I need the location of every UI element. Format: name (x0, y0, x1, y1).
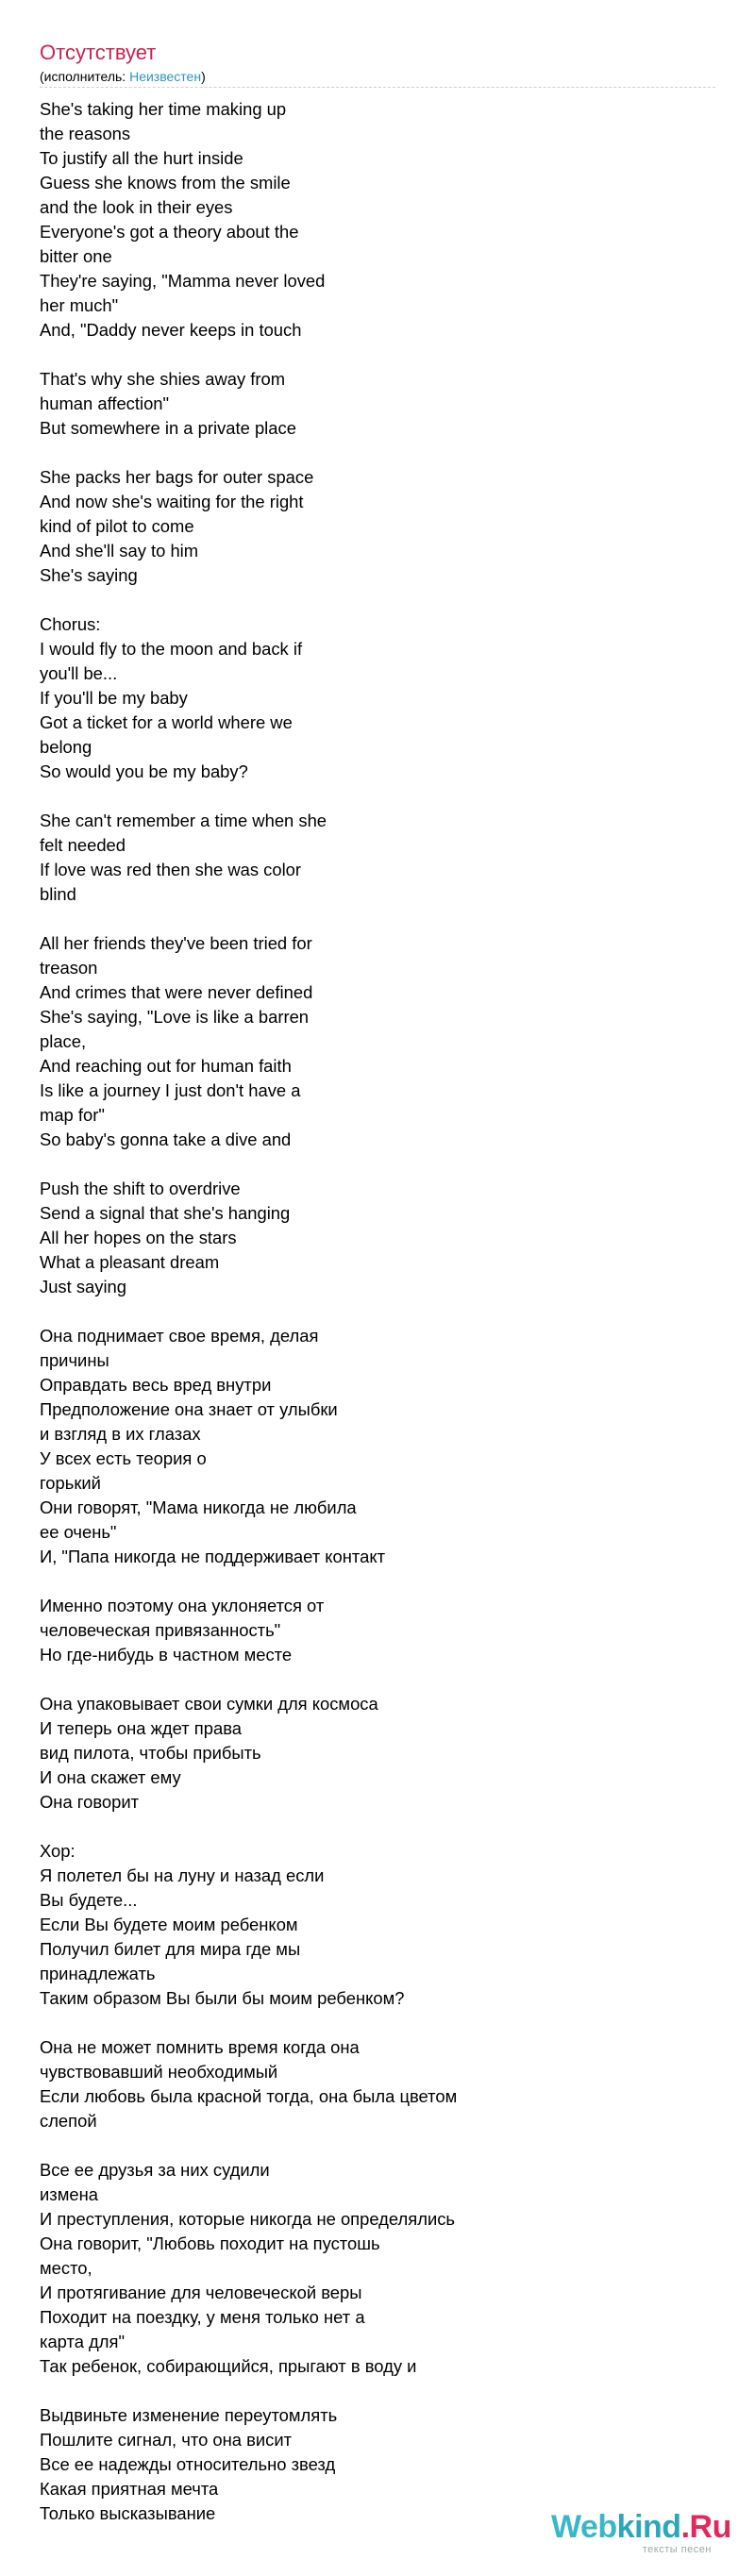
logo-wordmark (551, 2508, 730, 2546)
logo-part-kind: kind (616, 2509, 681, 2545)
song-header (40, 40, 715, 85)
lyrics-text: She's taking her time making up the reasons To justify all the hurt inside Guess she knows from the smile and the look in their eyes Everyone's got a theory about the bitter one They're saying, "Mamma never loved her much" And, "Daddy never keeps in touch That's why she shies away from human affection" But somewhere in a private place She packs her bags for outer space And now she's waiting for the right kind of pilot to come And she'll say to him She's saying Chorus: I would fly to the moon and back if you'll be... If you'll be my baby Got a ticket for a world where we belong So would you be my baby? She can't remember a time when she felt needed If love was red then she was color blind All her friends they've been tried for treason And crimes that were never defined She's saying, "Love is like a barren place, And reaching out for human faith Is like a journey I just don't have a map for" So baby's gonna take a dive and Push the shift to overdrive Send a signal that she's hanging All her hopes on the stars What a pleasant dream Just saying Она поднимает свое время, делая причины Оправдать весь вред внутри Предположение она знает от улыбки и взгляд в их глазах У всех есть теория о горький Они говорят, "Мама никогда не любила ее очень" И, "Папа никогда не поддерживает контакт Именно поэтому она уклоняется от человеческая привязанность" Но где-нибудь в частном месте Она упаковывает свои сумки для космоса И теперь она ждет права вид пилота, чтобы прибыть И она скажет ему Она говорит Хор: Я полетел бы на луну и назад если Вы будете... Если Вы будете моим ребенком Получил билет для мира где мы принадлежать Таким образом Вы были бы моим ребенком? Она не может помнить время когда она чувствовавший необходимый Если любовь была красной тогда, она была цветом слепой Все ее друзья за них судили измена И преступления, которые никогда не определялись Она говорит, "Любовь походит на пустошь место, И протягивание для человеческой веры Походит на поездку, у меня только нет а карта для" Так ребенок, собирающийся, прыгают в воду и Выдвиньте изменение переутомлять Пошлите сигнал, что она висит Все ее надежды относительно звезд Какая приятная мечта Только высказывание (40, 99, 458, 2523)
artist-line (40, 68, 715, 85)
webkind-logo[interactable] (551, 2508, 730, 2565)
logo-part-web: Web (551, 2509, 617, 2545)
artist-prefix: (исполнитель: (40, 69, 130, 84)
header-divider (40, 87, 715, 88)
artist-link[interactable]: Неизвестен (129, 69, 202, 84)
song-title: Отсутствует (40, 41, 157, 64)
logo-part-ru: .Ru (680, 2509, 731, 2545)
logo-tagline: тексты песен (642, 2544, 712, 2555)
artist-suffix: ) (201, 69, 206, 84)
